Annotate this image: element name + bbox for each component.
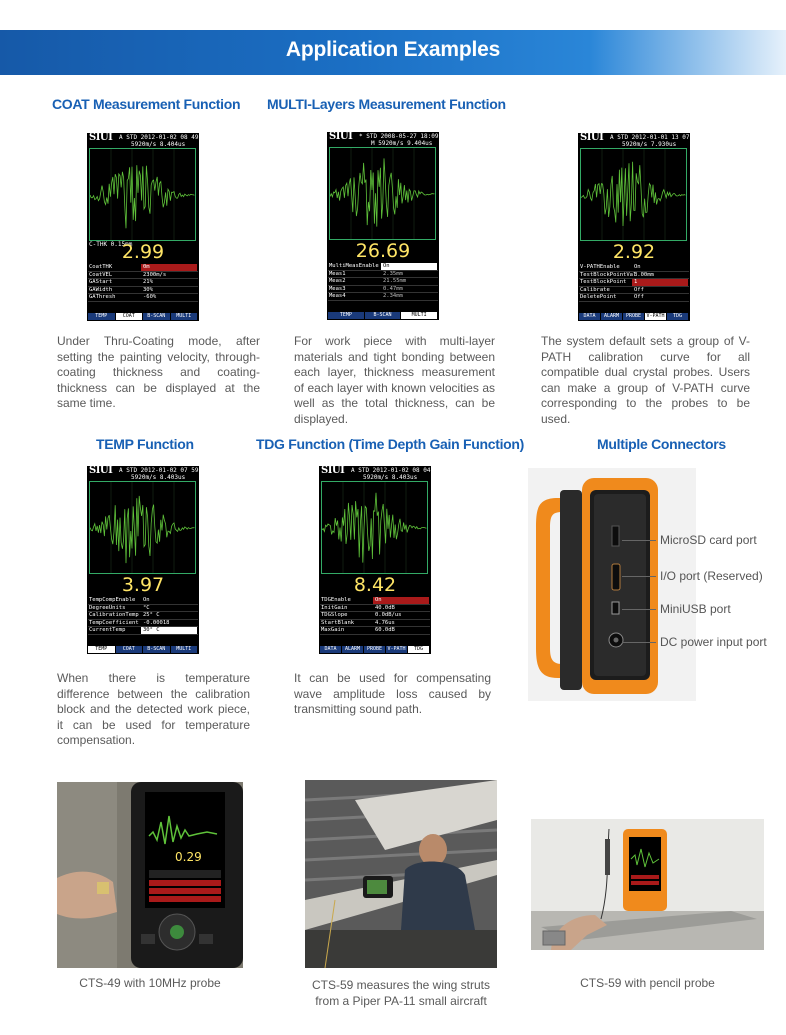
screen-tab: MULTI — [171, 313, 199, 320]
parameter-value: -60% — [143, 294, 157, 300]
waveform-trace — [322, 482, 427, 573]
parameter-name: GAThresh — [89, 294, 116, 300]
parameter-value: 2.34mm — [383, 293, 403, 299]
parameter-name: MaxGain — [321, 627, 345, 633]
screen-status-bar — [580, 134, 688, 149]
heading-coat: COAT Measurement Function — [52, 96, 241, 112]
screen-tab: PROBE — [364, 646, 386, 653]
waveform-display — [329, 147, 436, 240]
parameter-name: GAStart — [89, 279, 113, 285]
thickness-reading: 26.69 — [355, 240, 411, 262]
screen-status-bar — [89, 467, 197, 482]
parameter-name: DegreeUnits — [89, 604, 126, 611]
parameter-row — [320, 612, 430, 620]
thickness-reading: 2.99 — [121, 241, 165, 263]
parameter-value: 40.0dB — [375, 604, 395, 611]
vpath-description: The system default sets a group of V-PATH calibration curve for all compatible dual crystal probes. Users can make a group of V-PATH curve corresponding to the probes to be used. — [541, 334, 750, 426]
parameter-value: 2.35mm — [383, 270, 403, 277]
screen-tab-bar — [88, 313, 198, 320]
temp-screen — [87, 466, 199, 654]
parameter-row — [88, 627, 198, 635]
parameter-name: TempCoefficient — [89, 619, 139, 626]
parameter-row — [88, 620, 198, 628]
parameter-row — [579, 294, 689, 302]
waveform-trace — [90, 482, 195, 573]
caption-wing-struts: CTS-59 measures the wing struts from a Piper PA-11 small aircraft — [311, 978, 491, 1008]
dc-power-port-label: DC power input port — [660, 635, 767, 649]
brand-logo: SIUI — [89, 466, 113, 476]
parameter-value: On — [373, 597, 429, 604]
screen-tab: V-PATH — [645, 313, 667, 320]
parameter-value: 3.00mm — [634, 271, 654, 278]
thickness-reading: 3.97 — [121, 574, 165, 596]
header-banner — [0, 30, 786, 75]
brand-logo: SIUI — [89, 133, 113, 143]
parameter-row — [88, 264, 198, 272]
parameter-row — [88, 287, 198, 295]
parameter-name: GAWidth — [89, 286, 113, 293]
screen-status-bar — [89, 134, 197, 149]
coat-screen — [87, 133, 199, 321]
parameter-name: CoatTHK — [89, 264, 113, 270]
page-title: Application Examples — [285, 38, 501, 61]
screen-tab: MULTI — [171, 646, 199, 653]
parameter-name: TDGEnable — [321, 597, 351, 603]
photo-cts49-reading: 0.29 — [175, 850, 202, 864]
parameter-value: °C — [143, 604, 150, 611]
parameter-value: -0.00018 — [143, 619, 170, 626]
parameter-row — [579, 264, 689, 272]
temp-description: When there is temperature difference between the calibration block and the detected work piece, it can be used for temperature compensation. — [57, 671, 250, 747]
connector-leader — [622, 576, 656, 577]
waveform-trace — [90, 149, 195, 240]
parameter-value: 1 — [632, 279, 688, 286]
screen-velocity-line: 5920m/s 8.403us — [363, 474, 418, 481]
screen-tab: B-SCAN — [143, 646, 171, 653]
brand-logo: SIUI — [321, 466, 345, 476]
waveform-display — [580, 148, 687, 241]
parameter-name: Meas2 — [329, 278, 346, 284]
screen-tab: DATA — [320, 646, 342, 653]
coat-description: Under Thru-Coating mode, after setting the painting velocity, through-coating thickness and coating-thickness can be displayed at the same time. — [57, 334, 260, 410]
parameter-name: V-PATHEnable — [580, 264, 620, 270]
parameter-table — [579, 264, 689, 302]
thickness-reading: 2.92 — [612, 241, 656, 263]
connector-leader — [622, 642, 656, 643]
multi-layers-screen — [327, 132, 439, 320]
parameter-name: TestBlockPoint — [580, 279, 627, 285]
tdg-screen — [319, 466, 431, 654]
parameter-value: 0m — [141, 264, 197, 271]
parameter-name: CalibrationTemp — [89, 612, 139, 618]
screen-tab: COAT — [116, 313, 144, 320]
screen-tab: B-SCAN — [143, 313, 171, 320]
parameter-name: Meas1 — [329, 270, 346, 277]
vpath-screen — [578, 133, 690, 321]
caption-cts49: CTS-49 with 10MHz probe — [79, 976, 221, 990]
screen-tab: V-PATH — [386, 646, 408, 653]
microsd-port-label: MicroSD card port — [660, 533, 757, 547]
caption-pencil-probe: CTS-59 with pencil probe — [580, 976, 715, 990]
screen-tab-bar — [328, 312, 438, 319]
screen-measure-label: C-THK 0.15mm — [89, 241, 133, 248]
parameter-name: InitGain — [321, 604, 348, 611]
screen-tab: TEMP — [328, 312, 365, 319]
screen-velocity-line: M 5920m/s 9.404us — [371, 140, 433, 147]
photo-wing-struts — [305, 780, 497, 968]
parameter-row — [579, 272, 689, 280]
brand-logo: SIUI — [329, 132, 353, 142]
parameter-row — [328, 293, 438, 301]
parameter-value: On — [143, 597, 150, 603]
parameter-row — [88, 597, 198, 605]
parameter-name: CoatVEL — [89, 271, 113, 278]
parameter-value: On — [634, 264, 641, 270]
connectors-photo — [528, 468, 696, 701]
connector-leader — [622, 540, 656, 541]
parameter-row — [320, 627, 430, 635]
screen-tab: TEMP — [88, 313, 116, 320]
screen-velocity-line: 5920m/s 8.404us — [131, 141, 186, 148]
screen-tab: DATA — [579, 313, 601, 320]
screen-status-line: A STD 2012-01-02 08 04 — [351, 467, 431, 474]
screen-tab: B-SCAN — [365, 312, 402, 319]
screen-status-line: A STD 2012-01-02 08 49 — [119, 134, 199, 141]
parameter-row — [320, 597, 430, 605]
parameter-name: Calibrate — [580, 286, 610, 293]
screen-tab: PROBE — [623, 313, 645, 320]
parameter-row — [88, 612, 198, 620]
parameter-row — [328, 263, 438, 271]
screen-tab: TEMP — [88, 646, 116, 653]
heading-multi: MULTI-Layers Measurement Function — [267, 96, 506, 112]
parameter-name: Meas4 — [329, 293, 346, 299]
parameter-row — [579, 287, 689, 295]
screen-velocity-line: 5920m/s 7.930us — [622, 141, 677, 148]
parameter-value: 0.47mm — [383, 285, 403, 292]
parameter-row — [328, 278, 438, 286]
waveform-trace — [330, 148, 435, 239]
screen-status-line: A STD 2012-01-01 13 07 — [610, 134, 690, 141]
screen-tab: TDG — [667, 313, 689, 320]
parameter-row — [328, 286, 438, 294]
parameter-value: 4.76us — [375, 619, 395, 626]
parameter-row — [328, 271, 438, 279]
photo-cts49 — [57, 782, 243, 968]
parameter-table — [320, 597, 430, 635]
parameter-value: 2300m/s — [143, 271, 167, 278]
waveform-trace — [581, 149, 686, 240]
thickness-reading: 8.42 — [353, 574, 397, 596]
parameter-value: 60.0dB — [375, 627, 395, 633]
screen-tab: TDG — [408, 646, 430, 653]
parameter-row — [88, 605, 198, 613]
parameter-value: 21% — [143, 279, 153, 285]
screen-tab: ALARM — [342, 646, 364, 653]
parameter-name: TDGSlope — [321, 612, 348, 618]
heading-temp: TEMP Function — [96, 436, 194, 452]
parameter-value: 30% — [143, 286, 153, 293]
parameter-value: 30° C — [141, 627, 197, 634]
screen-status-bar — [329, 133, 437, 148]
parameter-table — [328, 263, 438, 301]
parameter-table — [88, 264, 198, 302]
parameter-value: Off — [634, 286, 644, 293]
parameter-name: TempCompEnable — [89, 597, 136, 603]
parameter-row — [88, 279, 198, 287]
parameter-name: DeletePoint — [580, 294, 617, 300]
tdg-description: It can be used for compensating wave amplitude loss caused by transmitting sound path. — [294, 671, 491, 716]
parameter-row — [320, 620, 430, 628]
parameter-row — [88, 272, 198, 280]
screen-status-line: A STD 2012-01-02 07 59 — [119, 467, 199, 474]
parameter-row — [579, 279, 689, 287]
parameter-value: Off — [634, 294, 644, 300]
multi-description: For work piece with multi-layer materials and tight bonding between each layer, thickness measurement of each layer with known velocities as well as the total thickness, can be displayed. — [294, 334, 495, 426]
screen-tab: ALARM — [601, 313, 623, 320]
screen-status-bar — [321, 467, 429, 482]
waveform-display — [321, 481, 428, 574]
parameter-row — [320, 605, 430, 613]
parameter-value: 0.0dB/us — [375, 612, 402, 618]
parameter-name: TestBlockPointVal — [580, 271, 637, 278]
screen-velocity-line: 5920m/s 8.403us — [131, 474, 186, 481]
parameter-value: 21.55mm — [383, 278, 407, 284]
parameter-table — [88, 597, 198, 635]
screen-tab-bar — [579, 313, 689, 320]
parameter-name: Meas3 — [329, 285, 346, 292]
screen-tab: COAT — [116, 646, 144, 653]
parameter-name: CurrentTemp — [89, 627, 126, 633]
screen-tab-bar — [88, 646, 198, 653]
waveform-display — [89, 481, 196, 574]
io-port-label: I/O port (Reserved) — [660, 569, 763, 583]
parameter-value: On — [381, 263, 437, 270]
brand-logo: SIUI — [580, 133, 604, 143]
heading-tdg: TDG Function (Time Depth Gain Function) — [256, 436, 525, 452]
photo-pencil-probe — [531, 819, 764, 950]
parameter-value: 25° C — [143, 612, 160, 618]
parameter-row — [88, 294, 198, 302]
heading-connectors: Multiple Connectors — [597, 436, 726, 452]
parameter-name: MultiMeasEnable — [329, 263, 379, 269]
miniusb-port-label: MiniUSB port — [660, 602, 731, 616]
screen-status-line: * STD 2008-05-27 18:09 — [359, 133, 439, 140]
connector-leader — [622, 609, 656, 610]
parameter-name: StartBlank — [321, 619, 355, 626]
screen-tab: MULTI — [401, 312, 438, 319]
screen-tab-bar — [320, 646, 430, 653]
waveform-display — [89, 148, 196, 241]
